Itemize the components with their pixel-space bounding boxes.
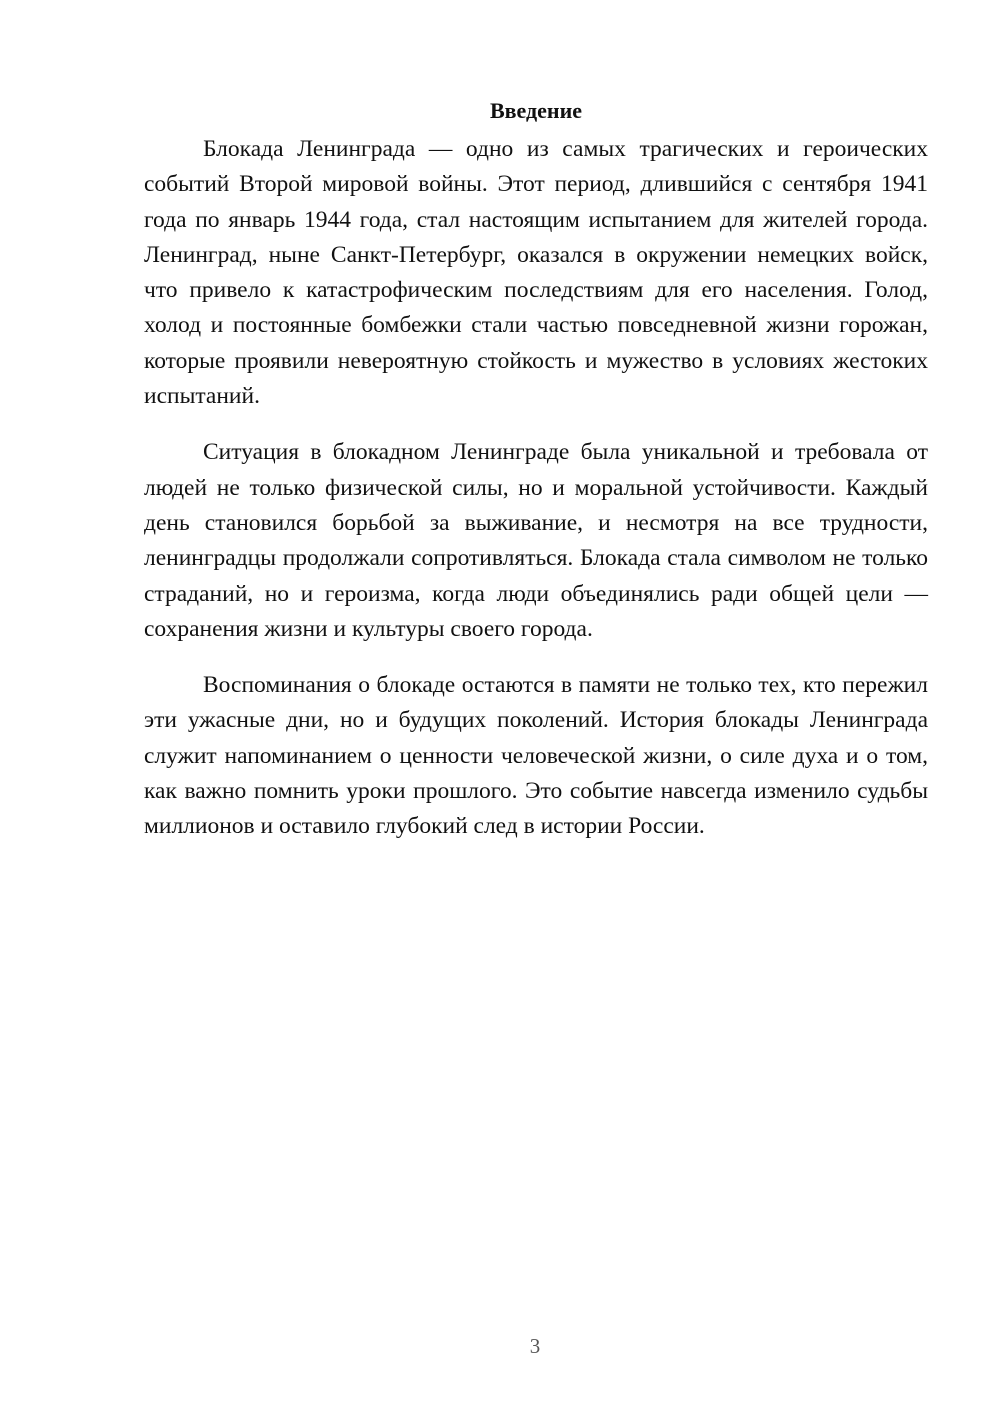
paragraph-3: Воспоминания о блокаде остаются в памяти не только тех, кто пережил эти ужасные дни, но и будущих поколений. История блокады Ленинграда служит напоминанием о ценности человеческой жизни, о силе духа и о том, как важно помнить уроки прошлого. Это событие навсегда изменило судьбы миллионов и оставило глубокий след в истории России. — [144, 672, 928, 840]
paragraph-2: Ситуация в блокадном Ленинграде была уникальной и требовала от людей не только физической силы, но и моральной устойчивости. Каждый день становился борьбой за выживание, и несмотря на все трудности, ленинградцы продолжали сопротивляться. Блокада стала символом не только страданий, но и героизма, когда люди объединялись ради общей цели — сохранения жизни и культуры своего города. — [144, 439, 928, 642]
page-content — [144, 94, 928, 866]
paragraph-1: Блокада Ленинграда — одно из самых трагических и героических событий Второй мировой войны. Этот период, длившийся с сентября 1941 года по январь 1944 года, стал настоящим испытанием для жителей города. Ленинград, ныне Санкт-Петербург, оказался в окружении немецких войск, что привело к катастрофическим последствиям для его населения. Голод, холод и постоянные бомбежки стали частью повседневной жизни горожан, которые проявили невероятную стойкость и мужество в условиях жестоких испытаний. — [144, 136, 928, 410]
section-heading: Введение — [489, 98, 583, 123]
page-number: 3 — [529, 1334, 541, 1358]
